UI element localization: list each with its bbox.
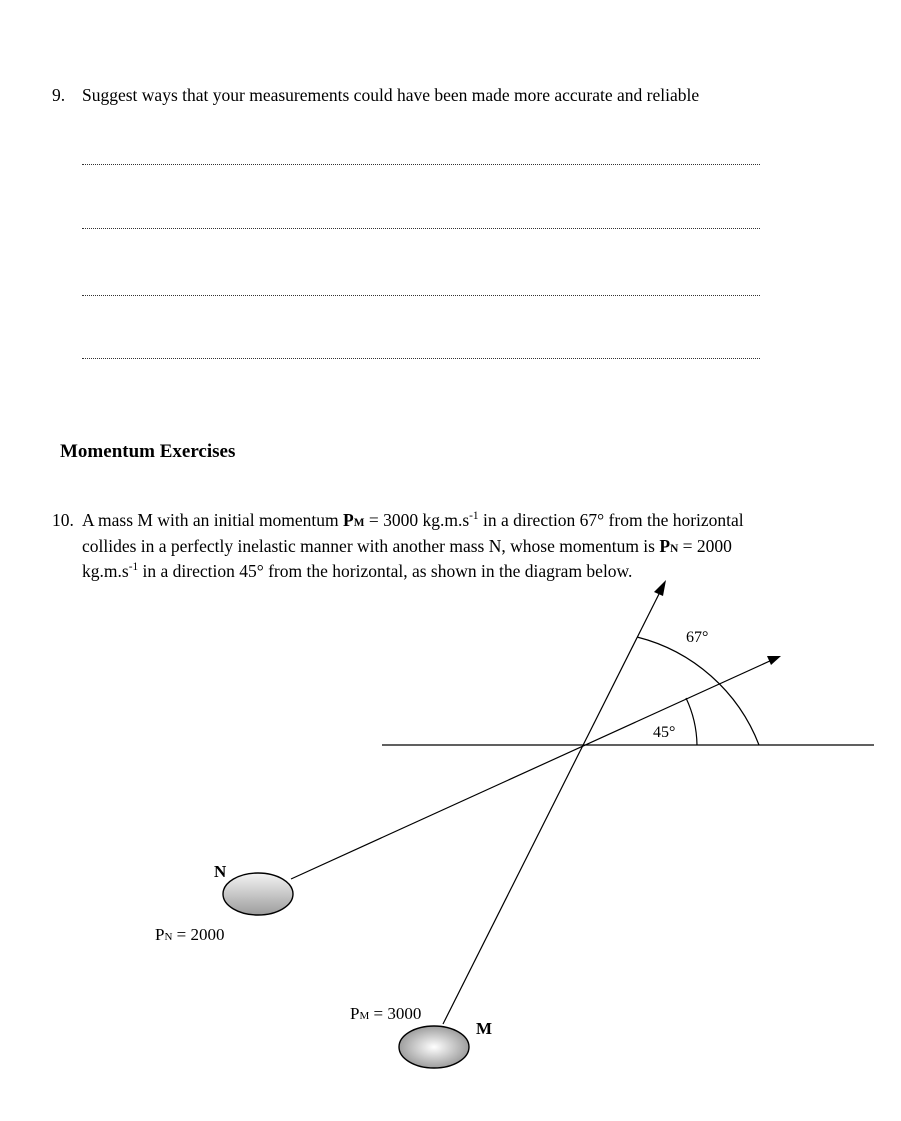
momentum-symbol-m: PM bbox=[343, 510, 365, 530]
question-text: in a direction 45° from the horizontal, as shown in the diagram below. bbox=[138, 561, 633, 581]
section-heading: Momentum Exercises bbox=[60, 441, 236, 462]
question-text: kg.m.s bbox=[82, 561, 129, 581]
momentum-label-m: PM = 3000 bbox=[350, 1004, 422, 1023]
question-text: = 3000 kg.m.s bbox=[364, 510, 470, 530]
momentum-line-m bbox=[443, 590, 661, 1024]
momentum-line-n bbox=[291, 660, 772, 879]
unit-exponent: -1 bbox=[128, 561, 139, 574]
mass-n bbox=[223, 873, 293, 915]
momentum-symbol-n: PN bbox=[659, 535, 679, 556]
mass-m bbox=[399, 1026, 469, 1068]
unit-exponent: -1 bbox=[469, 510, 479, 523]
mass-m-label: M bbox=[476, 1019, 493, 1038]
question-number: 10. bbox=[52, 510, 74, 530]
question-text: A mass M with an initial momentum bbox=[82, 510, 344, 530]
angle-label-m: 67° bbox=[686, 629, 709, 646]
mass-n-label: N bbox=[214, 862, 227, 881]
question-text: = 2000 bbox=[678, 535, 732, 556]
momentum-label-n: PN = 2000 bbox=[155, 925, 225, 944]
angle-arc-n bbox=[686, 698, 697, 745]
question-number: 9. bbox=[52, 85, 66, 105]
arrowhead-n bbox=[767, 656, 781, 665]
question-text: Suggest ways that your measurements could have been made more accurate and reliable bbox=[82, 85, 700, 105]
arrowhead-m bbox=[654, 580, 666, 596]
question-text: collides in a perfectly inelastic manner with another mass N, whose momentum is bbox=[82, 535, 660, 556]
question-text: in a direction 67° from the horizontal bbox=[478, 510, 744, 530]
angle-label-n: 45° bbox=[653, 724, 676, 741]
